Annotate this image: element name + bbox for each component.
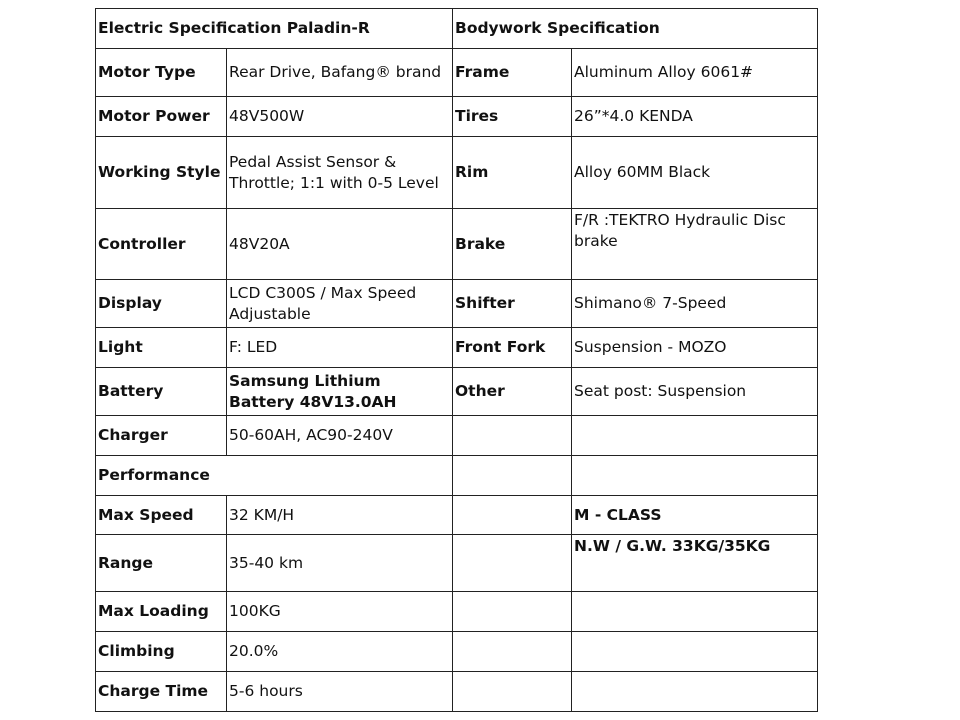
spec-label: Motor Power (96, 97, 227, 137)
spec-table (95, 8, 818, 712)
empty-cell (453, 416, 572, 456)
table-row (96, 97, 818, 137)
spec-label: Charge Time (96, 672, 227, 712)
empty-cell (453, 535, 572, 592)
spec-label: Display (96, 280, 227, 328)
spec-value: 32 KM/H (227, 496, 453, 535)
spec-value: Pedal Assist Sensor & Throttle; 1:1 with 0-5 Level (227, 137, 453, 209)
table-row (96, 632, 818, 672)
spec-value: Aluminum Alloy 6061# (572, 49, 818, 97)
weight-label: N.W / G.W. 33KG/35KG (572, 535, 818, 592)
empty-cell (453, 496, 572, 535)
empty-cell (572, 592, 818, 632)
table-row (96, 456, 818, 496)
table-row (96, 416, 818, 456)
spec-value: Rear Drive, Bafang® brand (227, 49, 453, 97)
class-label: M - CLASS (572, 496, 818, 535)
table-row (96, 592, 818, 632)
spec-value: 26”*4.0 KENDA (572, 97, 818, 137)
empty-cell (572, 416, 818, 456)
empty-cell (572, 672, 818, 712)
spec-label: Motor Type (96, 49, 227, 97)
empty-cell (453, 672, 572, 712)
empty-cell (453, 632, 572, 672)
spec-value: Seat post: Suspension (572, 368, 818, 416)
spec-value: 20.0% (227, 632, 453, 672)
spec-label: Light (96, 328, 227, 368)
empty-cell (453, 592, 572, 632)
table-row (96, 280, 818, 328)
spec-value: LCD C300S / Max Speed Adjustable (227, 280, 453, 328)
empty-cell (453, 456, 572, 496)
spec-value: 5-6 hours (227, 672, 453, 712)
spec-label: Working Style (96, 137, 227, 209)
spec-label: Max Loading (96, 592, 227, 632)
spec-value: 50-60AH, AC90-240V (227, 416, 453, 456)
spec-label: Brake (453, 209, 572, 280)
spec-label: Frame (453, 49, 572, 97)
spec-label: Front Fork (453, 328, 572, 368)
spec-value: F/R :TEKTRO Hydraulic Disc brake (572, 209, 818, 280)
table-row (96, 496, 818, 535)
empty-cell (572, 456, 818, 496)
spec-value: Samsung Lithium Battery 48V13.0AH (227, 368, 453, 416)
spec-value: 48V500W (227, 97, 453, 137)
electric-spec-heading: Electric Specification Paladin-R (96, 9, 453, 49)
performance-heading: Performance (96, 456, 453, 496)
spec-label: Climbing (96, 632, 227, 672)
spec-value: Shimano® 7-Speed (572, 280, 818, 328)
table-row (96, 535, 818, 592)
spec-label: Max Speed (96, 496, 227, 535)
spec-label: Rim (453, 137, 572, 209)
bodywork-spec-heading: Bodywork Specification (453, 9, 818, 49)
spec-value: 35-40 km (227, 535, 453, 592)
spec-value: 100KG (227, 592, 453, 632)
table-row (96, 49, 818, 97)
spec-label: Other (453, 368, 572, 416)
spec-value: Suspension - MOZO (572, 328, 818, 368)
spec-label: Controller (96, 209, 227, 280)
spec-label: Tires (453, 97, 572, 137)
empty-cell (572, 632, 818, 672)
spec-value: F: LED (227, 328, 453, 368)
spec-label: Charger (96, 416, 227, 456)
table-row (96, 672, 818, 712)
table-row (96, 137, 818, 209)
table-row (96, 9, 818, 49)
spec-value: Alloy 60MM Black (572, 137, 818, 209)
table-row (96, 209, 818, 280)
spec-value: 48V20A (227, 209, 453, 280)
table-row (96, 328, 818, 368)
spec-label: Battery (96, 368, 227, 416)
spec-label: Shifter (453, 280, 572, 328)
table-row (96, 368, 818, 416)
spec-label: Range (96, 535, 227, 592)
